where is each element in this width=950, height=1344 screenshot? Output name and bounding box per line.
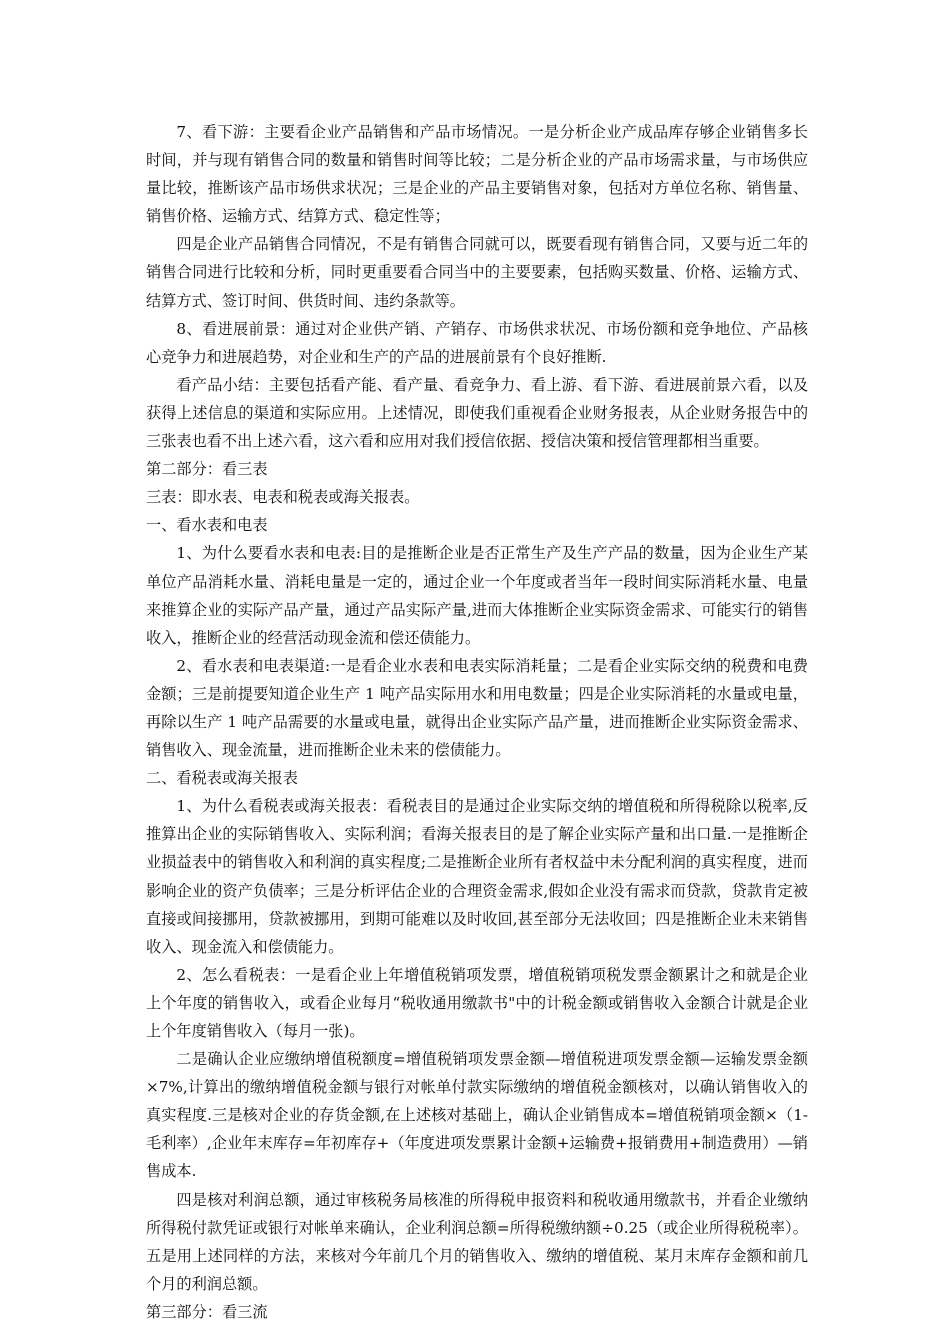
subheading-water-electricity: 一、看水表和电表 xyxy=(146,516,268,535)
paragraph-why-tax-customs: 1、为什么看税表或海关报表：看税表目的是通过企业实际交纳的增值税和所得税除以税率,反推算出企业的实际销售收入、实际利润；看海关报表目的是了解企业实际产量和出口量.一是推断企业损益表中的销售收入和利润的真实程度;二是推断企业所有者权益中未分配利润的真实程度，进而影响企业的资产负债率；三是分析评估企业的合理资金需求,假如企业没有需求而贷款，贷款肯定被直接或间接挪用，贷款被挪用，到期可能难以及时收回,甚至部分无法收回；四是推断企业未来销售收入、现金流入和偿债能力。 xyxy=(146,797,808,956)
three-tables-definition: 三表：即水表、电表和税表或海关报表。 xyxy=(146,488,420,507)
section-heading-part-two: 第二部分：看三表 xyxy=(146,460,268,479)
paragraph-downstream: 7、看下游：主要看企业产品销售和产品市场情况。一是分析企业产成品库存够企业销售多长时间，并与现有销售合同的数量和销售时间等比较；二是分析企业的产品市场需求量，与市场供应量比较，推断该产品市场供求状况；三是企业的产品主要销售对象，包括对方单位名称、销售量、销售价格、运输方式、结算方式、稳定性等； xyxy=(146,123,808,226)
paragraph-vat-verification: 二是确认企业应缴纳增值税额度=增值税销项发票金额—增值税进项发票金额—运输发票金额×7%,计算出的缴纳增值税金额与银行对帐单付款实际缴纳的增值税金额核对，以确认销售收入的真实程度.三是核对企业的存货金额,在上述核对基础上，确认企业销售成本=增值税销项金额×（1-毛利率）,企业年末库存=年初库存+（年度进项发票累计金额+运输费+报销费用+制造费用）—销售成本. xyxy=(146,1050,808,1181)
document-body xyxy=(146,118,808,1326)
paragraph-water-electricity-channels: 2、看水表和电表渠道:一是看企业水表和电表实际消耗量；二是看企业实际交纳的税费和电费金额；三是前提要知道企业生产 1 吨产品实际用水和用电数量；四是企业实际消耗的水量或电量，再除以生产 1 吨产品需要的水量或电量，就得出企业实际产品产量，进而推断企业实际资金需求、销售收入、现金流量，进而推断企业未来的偿债能力。 xyxy=(146,656,808,760)
paragraph-why-water-electricity: 1、为什么要看水表和电表:目的是推断企业是否正常生产及生产产品的数量，因为企业生产某单位产品消耗水量、消耗电量是一定的，通过企业一个年度或者当年一段时间实际消耗水量、电量来推算企业的实际产品产量，通过产品实际产量,进而大体推断企业实际资金需求、可能实行的销售收入，推断企业的经营活动现金流和偿还债能力。 xyxy=(146,544,808,647)
paragraph-prospects: 8、看进展前景：通过对企业供产销、产销存、市场供求状况、市场份额和竞争地位、产品核心竞争力和进展趋势，对企业和生产的产品的进展前景有个良好推断. xyxy=(146,319,808,366)
paragraph-profit-verification: 四是核对利润总额，通过审核税务局核准的所得税申报资料和税收通用缴款书，并看企业缴纳所得税付款凭证或银行对帐单来确认，企业利润总额=所得税缴纳额÷0.25（或企业所得税税率）。五是用上述同样的方法，来核对今年前几个月的销售收入、缴纳的增值税、某月末库存金额和前几个月的利润总额。 xyxy=(146,1190,808,1293)
paragraph-how-tax: 2、怎么看税表：一是看企业上年增值税销项发票，增值税销项税发票金额累计之和就是企业上个年度的销售收入，或看企业每月“税收通用缴款书"中的计税金额或销售收入金额合计就是企业上个年度销售收入（每月一张)。 xyxy=(146,965,808,1040)
section-heading-part-three: 第三部分：看三流 xyxy=(146,1302,268,1321)
paragraph-product-summary: 看产品小结：主要包括看产能、看产量、看竞争力、看上游、看下游、看进展前景六看，以及获得上述信息的渠道和实际应用。上述情况，即使我们重视看企业财务报表，从企业财务报告中的三张表也看不出上述六看，这六看和应用对我们授信依据、授信决策和授信管理都相当重要。 xyxy=(146,375,808,451)
paragraph-sales-contracts: 四是企业产品销售合同情况，不是有销售合同就可以，既要看现有销售合同，又要与近二年的销售合同进行比较和分析，同时更重要看合同当中的主要要素，包括购买数量、价格、运输方式、结算方式、签订时间、供货时间、违约条款等。 xyxy=(146,235,808,310)
subheading-tax-customs: 二、看税表或海关报表 xyxy=(146,769,298,788)
